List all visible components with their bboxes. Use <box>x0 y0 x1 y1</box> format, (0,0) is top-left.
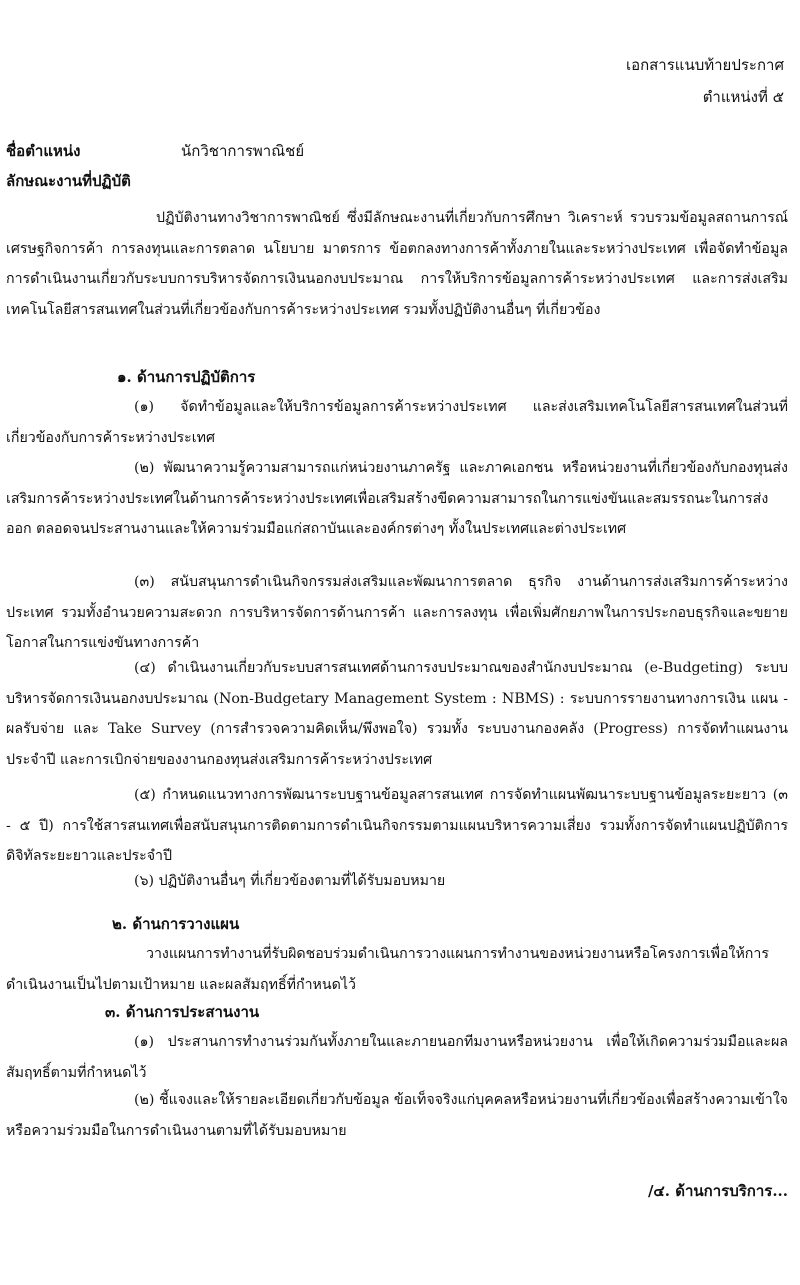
section-3-item-1: (๑) ประสานการทำงานร่วมกันทั้งภายในและภายนอกทีมงานหรือหน่วยงาน เพื่อให้เกิดความร่วมมือและผลสัมฤทธิ์ตามที่กำหนดไว้ <box>6 1034 788 1081</box>
section-2-text: วางแผนการทำงานที่รับผิดชอบร่วมดำเนินการวางแผนการทำงานของหน่วยงานหรือโครงการเพื่อให้การดำเนินงานเป็นไปตามเป้าหมาย และผลสัมฤทธิ์ที่กำหนดไว้ <box>6 946 769 993</box>
section-3-item-2: (๒) ชี้แจงและให้รายละเอียดเกี่ยวกับข้อมูล ข้อเท็จจริงแก่บุคคลหรือหน่วยงานที่เกี่ยวข้องเพื่อสร้างความเข้าใจหรือความร่วมมือในการดำเนินงานตามที่ได้รับมอบหมาย <box>6 1092 788 1139</box>
section-1-item-5: (๕) กำหนดแนวทางการพัฒนาระบบฐานข้อมูลสารสนเทศ การจัดทำแผนพัฒนาระบบฐานข้อมูลระยะยาว (๓ - ๕ ปี) การใช้สารสนเทศเพื่อสนับสนุนการติดตามการดำเนินกิจกรรมตามแผนบริหารความเสี่ยง รวมทั้งการจัดทำแผนปฏิบัติการดิจิทัลระยะยาวและประจำปี <box>6 787 788 864</box>
attachment-header: เอกสารแนบท้ายประกาศ <box>625 56 784 74</box>
section-3-heading: ๓. ด้านการประสานงาน <box>105 1003 260 1021</box>
position-title-row <box>6 136 305 166</box>
position-title-label: ชื่อตำแหน่ง <box>6 142 81 160</box>
section-1-item-6: (๖) ปฏิบัติงานอื่นๆ ที่เกี่ยวข้องตามที่ได้รับมอบหมาย <box>134 873 446 889</box>
section-1-item-3: (๓) สนับสนุนการดำเนินกิจกรรมส่งเสริมและพัฒนาการตลาด ธุรกิจ งานด้านการส่งเสริมการค้าระหว่างประเทศ รวมทั้งอำนวยความสะดวก การบริหารจัดการด้านการค้า และการลงทุน เพื่อเพิ่มศักยภาพในการประกอบธุรกิจและขยายโอกาสในการแข่งขันทางการค้า <box>6 574 788 651</box>
section-1-heading: ๑. ด้านการปฏิบัติการ <box>117 368 256 386</box>
section-1-item-1: (๑) จัดทำข้อมูลและให้บริการข้อมูลการค้าระหว่างประเทศ และส่งเสริมเทคโนโลยีสารสนเทศในส่วนที่เกี่ยวข้องกับการค้าระหว่างประเทศ <box>6 399 788 446</box>
position-number: ตำแหน่งที่ ๕ <box>702 88 784 106</box>
duties-label-row <box>6 166 131 196</box>
position-title-value: นักวิชาการพาณิชย์ <box>181 142 305 160</box>
section-1-item-4: (๔) ดำเนินงานเกี่ยวกับระบบสารสนเทศด้านการงบประมาณของสำนักงบประมาณ (e-Budgeting) ระบบบริหารจัดการเงินนอกงบประมาณ (Non-Budgetary Management System : NBMS) : ระบบการรายงานทางการเงิน แผน - ผลรับจ่าย และ Take Survey (การสำรวจความคิดเห็น/พึงพอใจ) รวมทั้ง ระบบงานกองคลัง (Progress) การจัดทำแผนงานประจำปี และการเบิกจ่ายของงานกองทุนส่งเสริมการค้าระหว่างประเทศ <box>6 660 788 768</box>
continued-marker: /๔. ด้านการบริการ... <box>647 1182 788 1200</box>
duties-label: ลักษณะงานที่ปฏิบัติ <box>6 172 131 190</box>
intro-paragraph: ปฏิบัติงานทางวิชาการพาณิชย์ ซึ่งมีลักษณะงานที่เกี่ยวกับการศึกษา วิเคราะห์ รวบรวมข้อมูลสถานการณ์เศรษฐกิจการค้า การลงทุนและการตลาด นโยบาย มาตรการ ข้อตกลงทางการค้าทั้งภายในและระหว่างประเทศ เพื่อจัดทำข้อมูลการดำเนินงานเกี่ยวกับระบบการบริหารจัดการเงินนอกงบประมาณ การให้บริการข้อมูลการค้าระหว่างประเทศ และการส่งเสริมเทคโนโลยีสารสนเทศในส่วนที่เกี่ยวข้องกับการค้าระหว่างประเทศ รวมทั้งปฏิบัติงานอื่นๆ ที่เกี่ยวข้อง <box>6 210 788 318</box>
section-2-heading: ๒. ด้านการวางแผน <box>112 915 240 933</box>
section-1-item-2: (๒) พัฒนาความรู้ความสามารถแก่หน่วยงานภาครัฐ และภาคเอกชน หรือหน่วยงานที่เกี่ยวข้องกับกองทุนส่งเสริมการค้าระหว่างประเทศในด้านการค้าระหว่างประเทศเพื่อเสริมสร้างขีดความสามารถในการแข่งขันและสมรรถนะในการส่งออก ตลอดจนประสานงานและให้ความร่วมมือแก่สถาบันและองค์กรต่างๆ ทั้งในประเทศและต่างประเทศ <box>6 460 788 537</box>
